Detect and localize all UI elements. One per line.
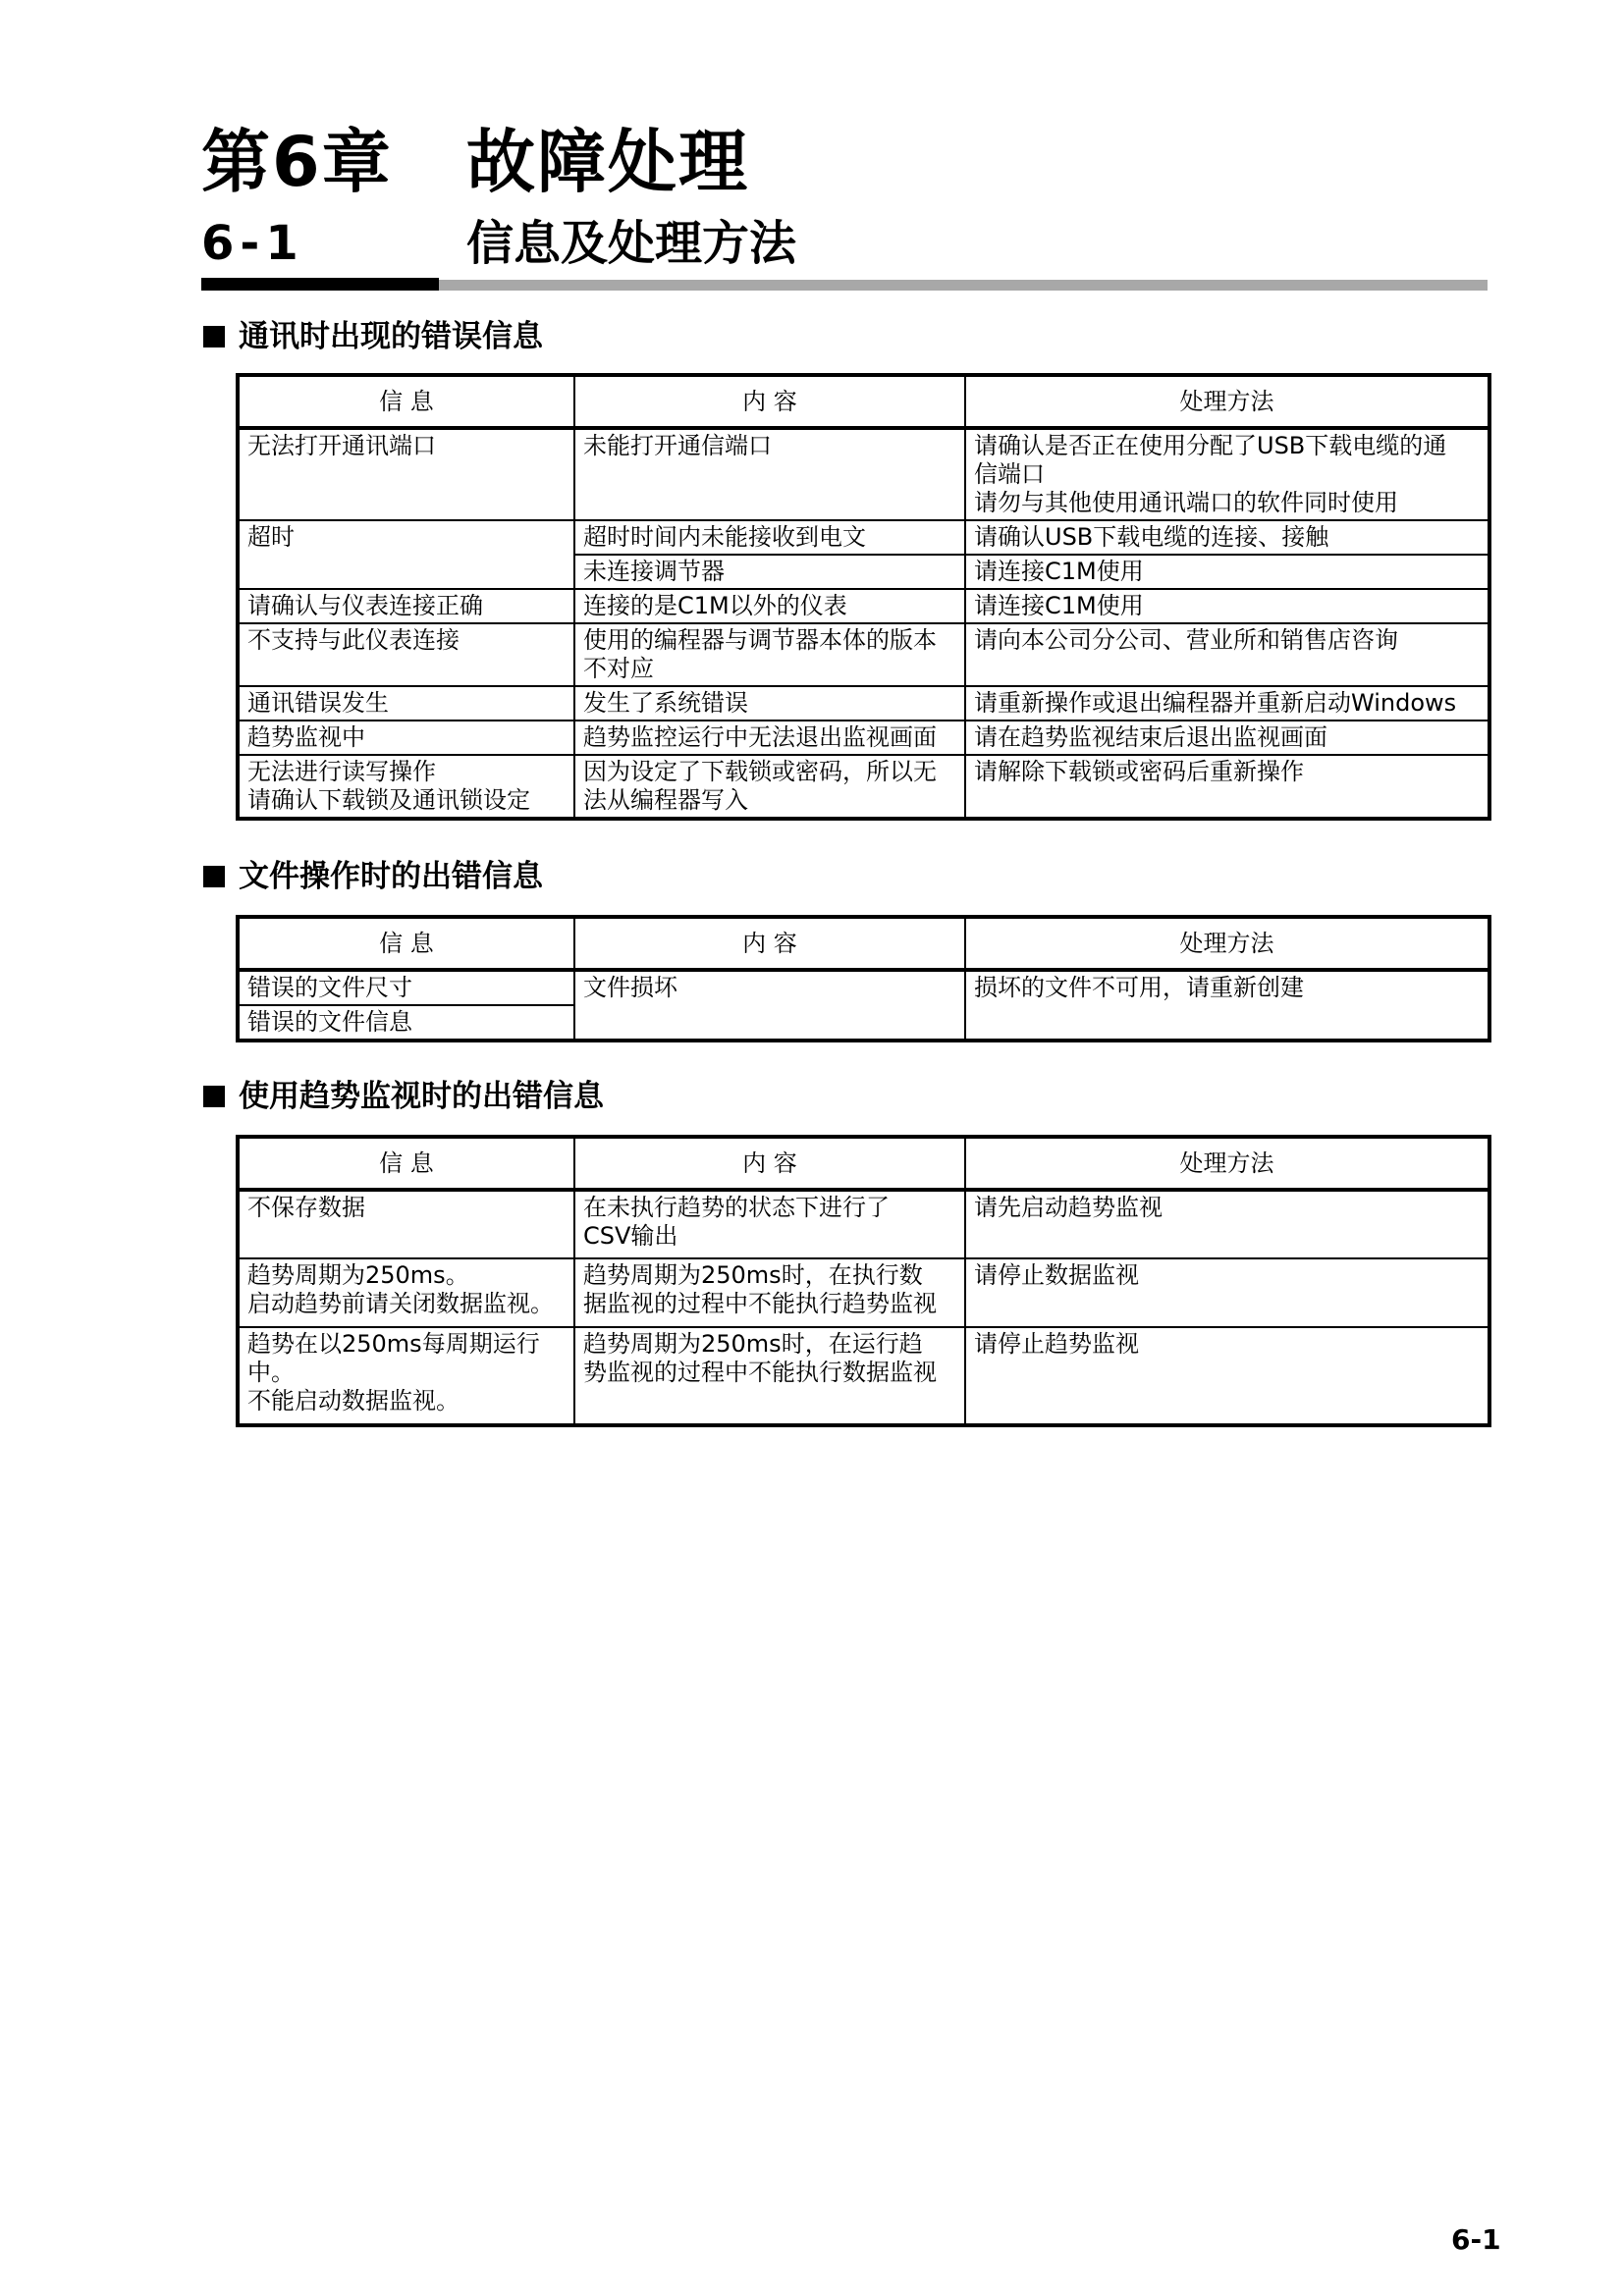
table-row — [238, 1190, 1489, 1258]
chapter-number: 第6章 — [201, 122, 393, 202]
cell-content: 文件损坏 — [574, 970, 965, 1041]
cell-remedy: 请确认是否正在使用分配了USB下载电缆的通 信端口 请勿与其他使用通讯端口的软件同时使用 — [965, 428, 1489, 520]
cell-remedy: 请停止数据监视 — [965, 1258, 1489, 1327]
cell-remedy: 请停止趋势监视 — [965, 1327, 1489, 1425]
subheading-communication-errors — [203, 317, 543, 356]
header-message: 信 息 — [238, 917, 574, 970]
cell-message: 错误的文件信息 — [238, 1005, 574, 1041]
cell-content: 发生了系统错误 — [574, 686, 965, 721]
cell-remedy: 损坏的文件不可用，请重新创建 — [965, 970, 1489, 1041]
table-row — [238, 721, 1489, 755]
cell-message: 超时 — [238, 520, 574, 589]
page-number: 6-1 — [1451, 2223, 1501, 2256]
cell-message: 无法进行读写操作 请确认下载锁及通讯锁设定 — [238, 755, 574, 819]
table-row — [238, 686, 1489, 721]
trend-error-table — [236, 1135, 1491, 1427]
cell-message: 趋势在以250ms每周期运行 中。 不能启动数据监视。 — [238, 1327, 574, 1425]
cell-content: 未连接调节器 — [574, 555, 965, 589]
cell-remedy: 请确认USB下载电缆的连接、接触 — [965, 520, 1489, 555]
cell-content: 趋势周期为250ms时，在运行趋 势监视的过程中不能执行数据监视 — [574, 1327, 965, 1425]
cell-remedy: 请解除下载锁或密码后重新操作 — [965, 755, 1489, 819]
cell-remedy: 请在趋势监视结束后退出监视画面 — [965, 721, 1489, 755]
subheading-file-errors — [203, 857, 543, 896]
chapter-heading — [201, 118, 749, 206]
cell-content: 使用的编程器与调节器本体的版本 不对应 — [574, 623, 965, 686]
subheading-text: 使用趋势监视时的出错信息 — [239, 1079, 604, 1114]
table-header-row — [238, 1137, 1489, 1190]
cell-content: 在未执行趋势的状态下进行了 CSV输出 — [574, 1190, 965, 1258]
header-content: 内 容 — [574, 917, 965, 970]
cell-remedy: 请向本公司分公司、营业所和销售店咨询 — [965, 623, 1489, 686]
cell-message: 错误的文件尺寸 — [238, 970, 574, 1005]
table-row — [238, 1258, 1489, 1327]
table-row — [238, 623, 1489, 686]
cell-content: 因为设定了下载锁或密码，所以无 法从编程器写入 — [574, 755, 965, 819]
cell-content: 趋势监控运行中无法退出监视画面 — [574, 721, 965, 755]
section-number: 6-1 — [201, 216, 304, 271]
table-row — [238, 755, 1489, 819]
cell-message: 趋势监视中 — [238, 721, 574, 755]
chapter-title: 故障处理 — [466, 122, 749, 202]
heading-rule-grey — [439, 280, 1488, 291]
header-content: 内 容 — [574, 375, 965, 428]
header-message: 信 息 — [238, 375, 574, 428]
heading-rule-black — [201, 278, 439, 291]
header-message: 信 息 — [238, 1137, 574, 1190]
table-header-row — [238, 917, 1489, 970]
section-heading — [201, 214, 796, 273]
cell-message: 通讯错误发生 — [238, 686, 574, 721]
cell-remedy: 请连接C1M使用 — [965, 555, 1489, 589]
header-content: 内 容 — [574, 1137, 965, 1190]
cell-content: 超时时间内未能接收到电文 — [574, 520, 965, 555]
cell-content: 未能打开通信端口 — [574, 428, 965, 520]
header-remedy: 处理方法 — [965, 375, 1489, 428]
square-bullet-icon — [203, 866, 225, 887]
cell-message: 不支持与此仪表连接 — [238, 623, 574, 686]
header-remedy: 处理方法 — [965, 917, 1489, 970]
cell-remedy: 请重新操作或退出编程器并重新启动Windows — [965, 686, 1489, 721]
file-error-table — [236, 915, 1491, 1042]
table-row — [238, 428, 1489, 520]
cell-message: 无法打开通讯端口 — [238, 428, 574, 520]
table-row — [238, 970, 1489, 1005]
table-header-row — [238, 375, 1489, 428]
cell-remedy: 请先启动趋势监视 — [965, 1190, 1489, 1258]
cell-message: 不保存数据 — [238, 1190, 574, 1258]
square-bullet-icon — [203, 326, 225, 347]
communication-error-table — [236, 373, 1491, 821]
cell-message: 请确认与仪表连接正确 — [238, 589, 574, 623]
table-row — [238, 1327, 1489, 1425]
section-title: 信息及处理方法 — [466, 216, 797, 271]
cell-message: 趋势周期为250ms。 启动趋势前请关闭数据监视。 — [238, 1258, 574, 1327]
table-row — [238, 520, 1489, 555]
square-bullet-icon — [203, 1086, 225, 1107]
cell-content: 连接的是C1M以外的仪表 — [574, 589, 965, 623]
subheading-text: 通讯时出现的错误信息 — [239, 319, 543, 354]
subheading-text: 文件操作时的出错信息 — [239, 859, 543, 894]
cell-content: 趋势周期为250ms时，在执行数 据监视的过程中不能执行趋势监视 — [574, 1258, 965, 1327]
subheading-trend-errors — [203, 1077, 604, 1116]
table-row — [238, 589, 1489, 623]
header-remedy: 处理方法 — [965, 1137, 1489, 1190]
cell-remedy: 请连接C1M使用 — [965, 589, 1489, 623]
